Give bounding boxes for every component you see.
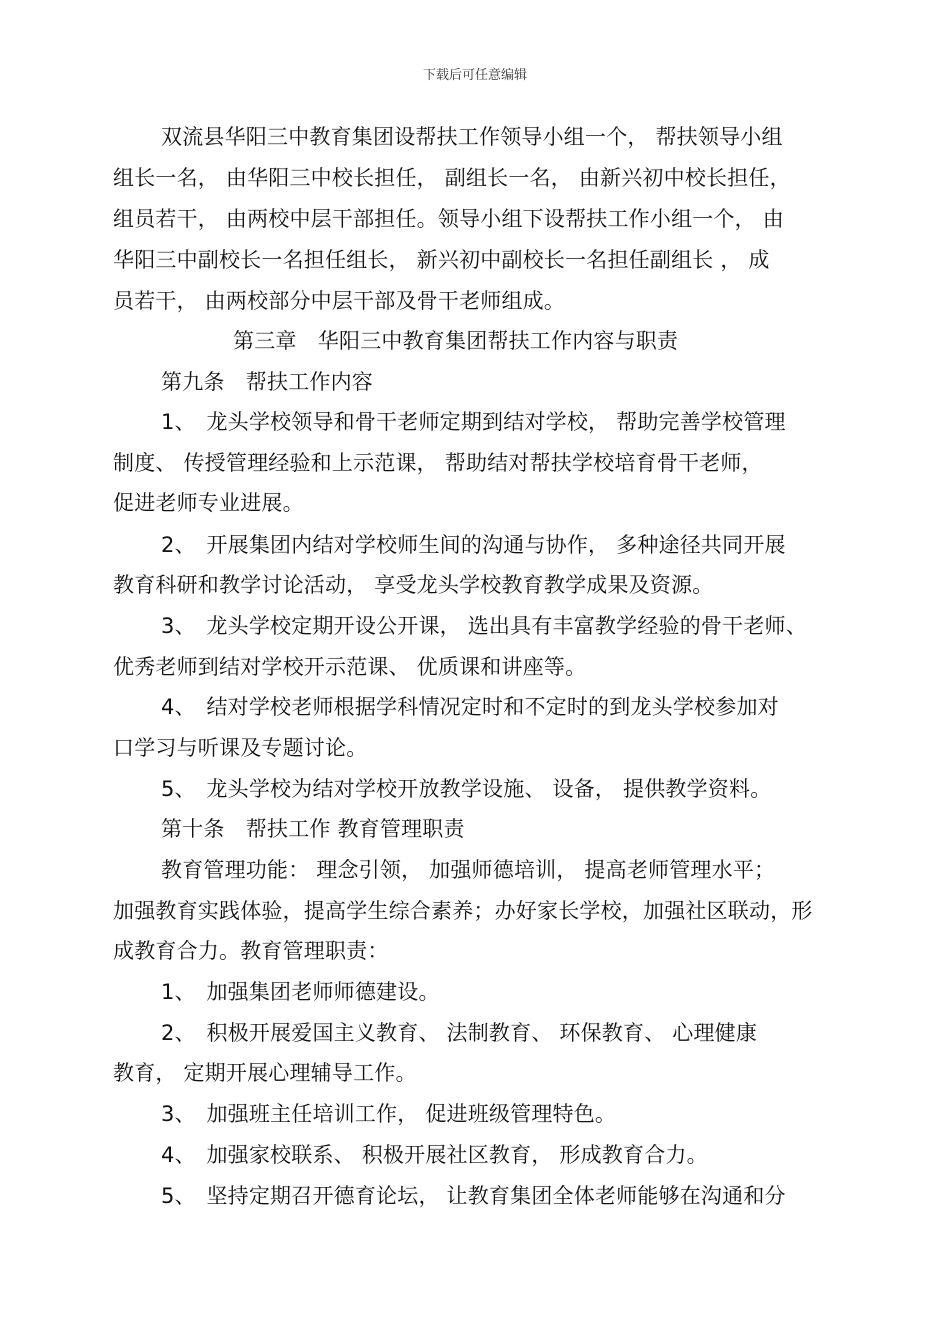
list-item: 5、 坚持定期召开德育论坛， 让教育集团全体老师能够在沟通和分 bbox=[161, 1184, 786, 1208]
paragraph-line: 口学习与听课及专题讨论。 bbox=[113, 736, 368, 760]
chapter-heading: 第三章 华阳三中教育集团帮扶工作内容与职责 bbox=[233, 329, 679, 353]
list-item: 4、 加强家校联系、 积极开展社区教育， 形成教育合力。 bbox=[161, 1143, 708, 1167]
article-heading: 第十条 帮扶工作 教育管理职责 bbox=[161, 817, 465, 841]
paragraph-line: 成教育合力。教育管理职责： bbox=[113, 939, 389, 963]
list-item: 3、 龙头学校定期开设公开课， 选出具有丰富教学经验的骨干老师、 bbox=[161, 614, 807, 638]
paragraph-line: 教育管理功能： 理念引领， 加强师德培训， 提高老师管理水平； bbox=[161, 858, 776, 882]
paragraph-line: 制度、 传授管理经验和上示范课， 帮助结对帮扶学校培育骨干老师， bbox=[113, 451, 763, 475]
paragraph-line: 促进老师专业进展。 bbox=[113, 491, 304, 515]
paragraph-line: 双流县华阳三中教育集团设帮扶工作领导小组一个， 帮扶领导小组 bbox=[161, 125, 783, 149]
paragraph-line: 教育科研和教学讨论活动， 享受龙头学校教育教学成果及资源。 bbox=[113, 573, 714, 597]
paragraph-line: 华阳三中副校长一名担任组长， 新兴初中副校长一名担任副组长 ， 成 bbox=[113, 248, 770, 272]
list-item: 1、 加强集团老师师德建设。 bbox=[161, 980, 440, 1004]
list-item: 3、 加强班主任培训工作， 促进班级管理特色。 bbox=[161, 1102, 617, 1126]
list-item: 2、 积极开展爱国主义教育、 法制教育、 环保教育、 心理健康 bbox=[161, 1021, 758, 1045]
list-item: 5、 龙头学校为结对学校开放教学设施、 设备， 提供教学资料。 bbox=[161, 777, 772, 801]
article-heading: 第九条 帮扶工作内容 bbox=[161, 370, 373, 394]
list-item: 2、 开展集团内结对学校师生间的沟通与协作， 多种途径共同开展 bbox=[161, 533, 786, 557]
paragraph-line: 员若干， 由两校部分中层干部及骨干老师组成。 bbox=[113, 289, 566, 313]
paragraph-line: 组员若干， 由两校中层干部担任。领导小组下设帮扶工作小组一个， 由 bbox=[113, 207, 784, 231]
paragraph-line: 教育， 定期开展心理辅导工作。 bbox=[113, 1061, 417, 1085]
page-header: 下载后可任意编辑 bbox=[422, 68, 527, 83]
list-item: 4、 结对学校老师根据学科情况定时和不定时的到龙头学校参加对 bbox=[161, 695, 779, 719]
paragraph-line: 加强教育实践体验，提高学生综合素养；办好家长学校，加强社区联动，形 bbox=[113, 899, 813, 923]
paragraph-line: 组长一名， 由华阳三中校长担任， 副组长一名， 由新兴初中校长担任， bbox=[113, 166, 791, 190]
paragraph-line: 优秀老师到结对学校开示范课、 优质课和讲座等。 bbox=[113, 655, 587, 679]
list-item: 1、 龙头学校领导和骨干老师定期到结对学校， 帮助完善学校管理 bbox=[161, 410, 786, 434]
